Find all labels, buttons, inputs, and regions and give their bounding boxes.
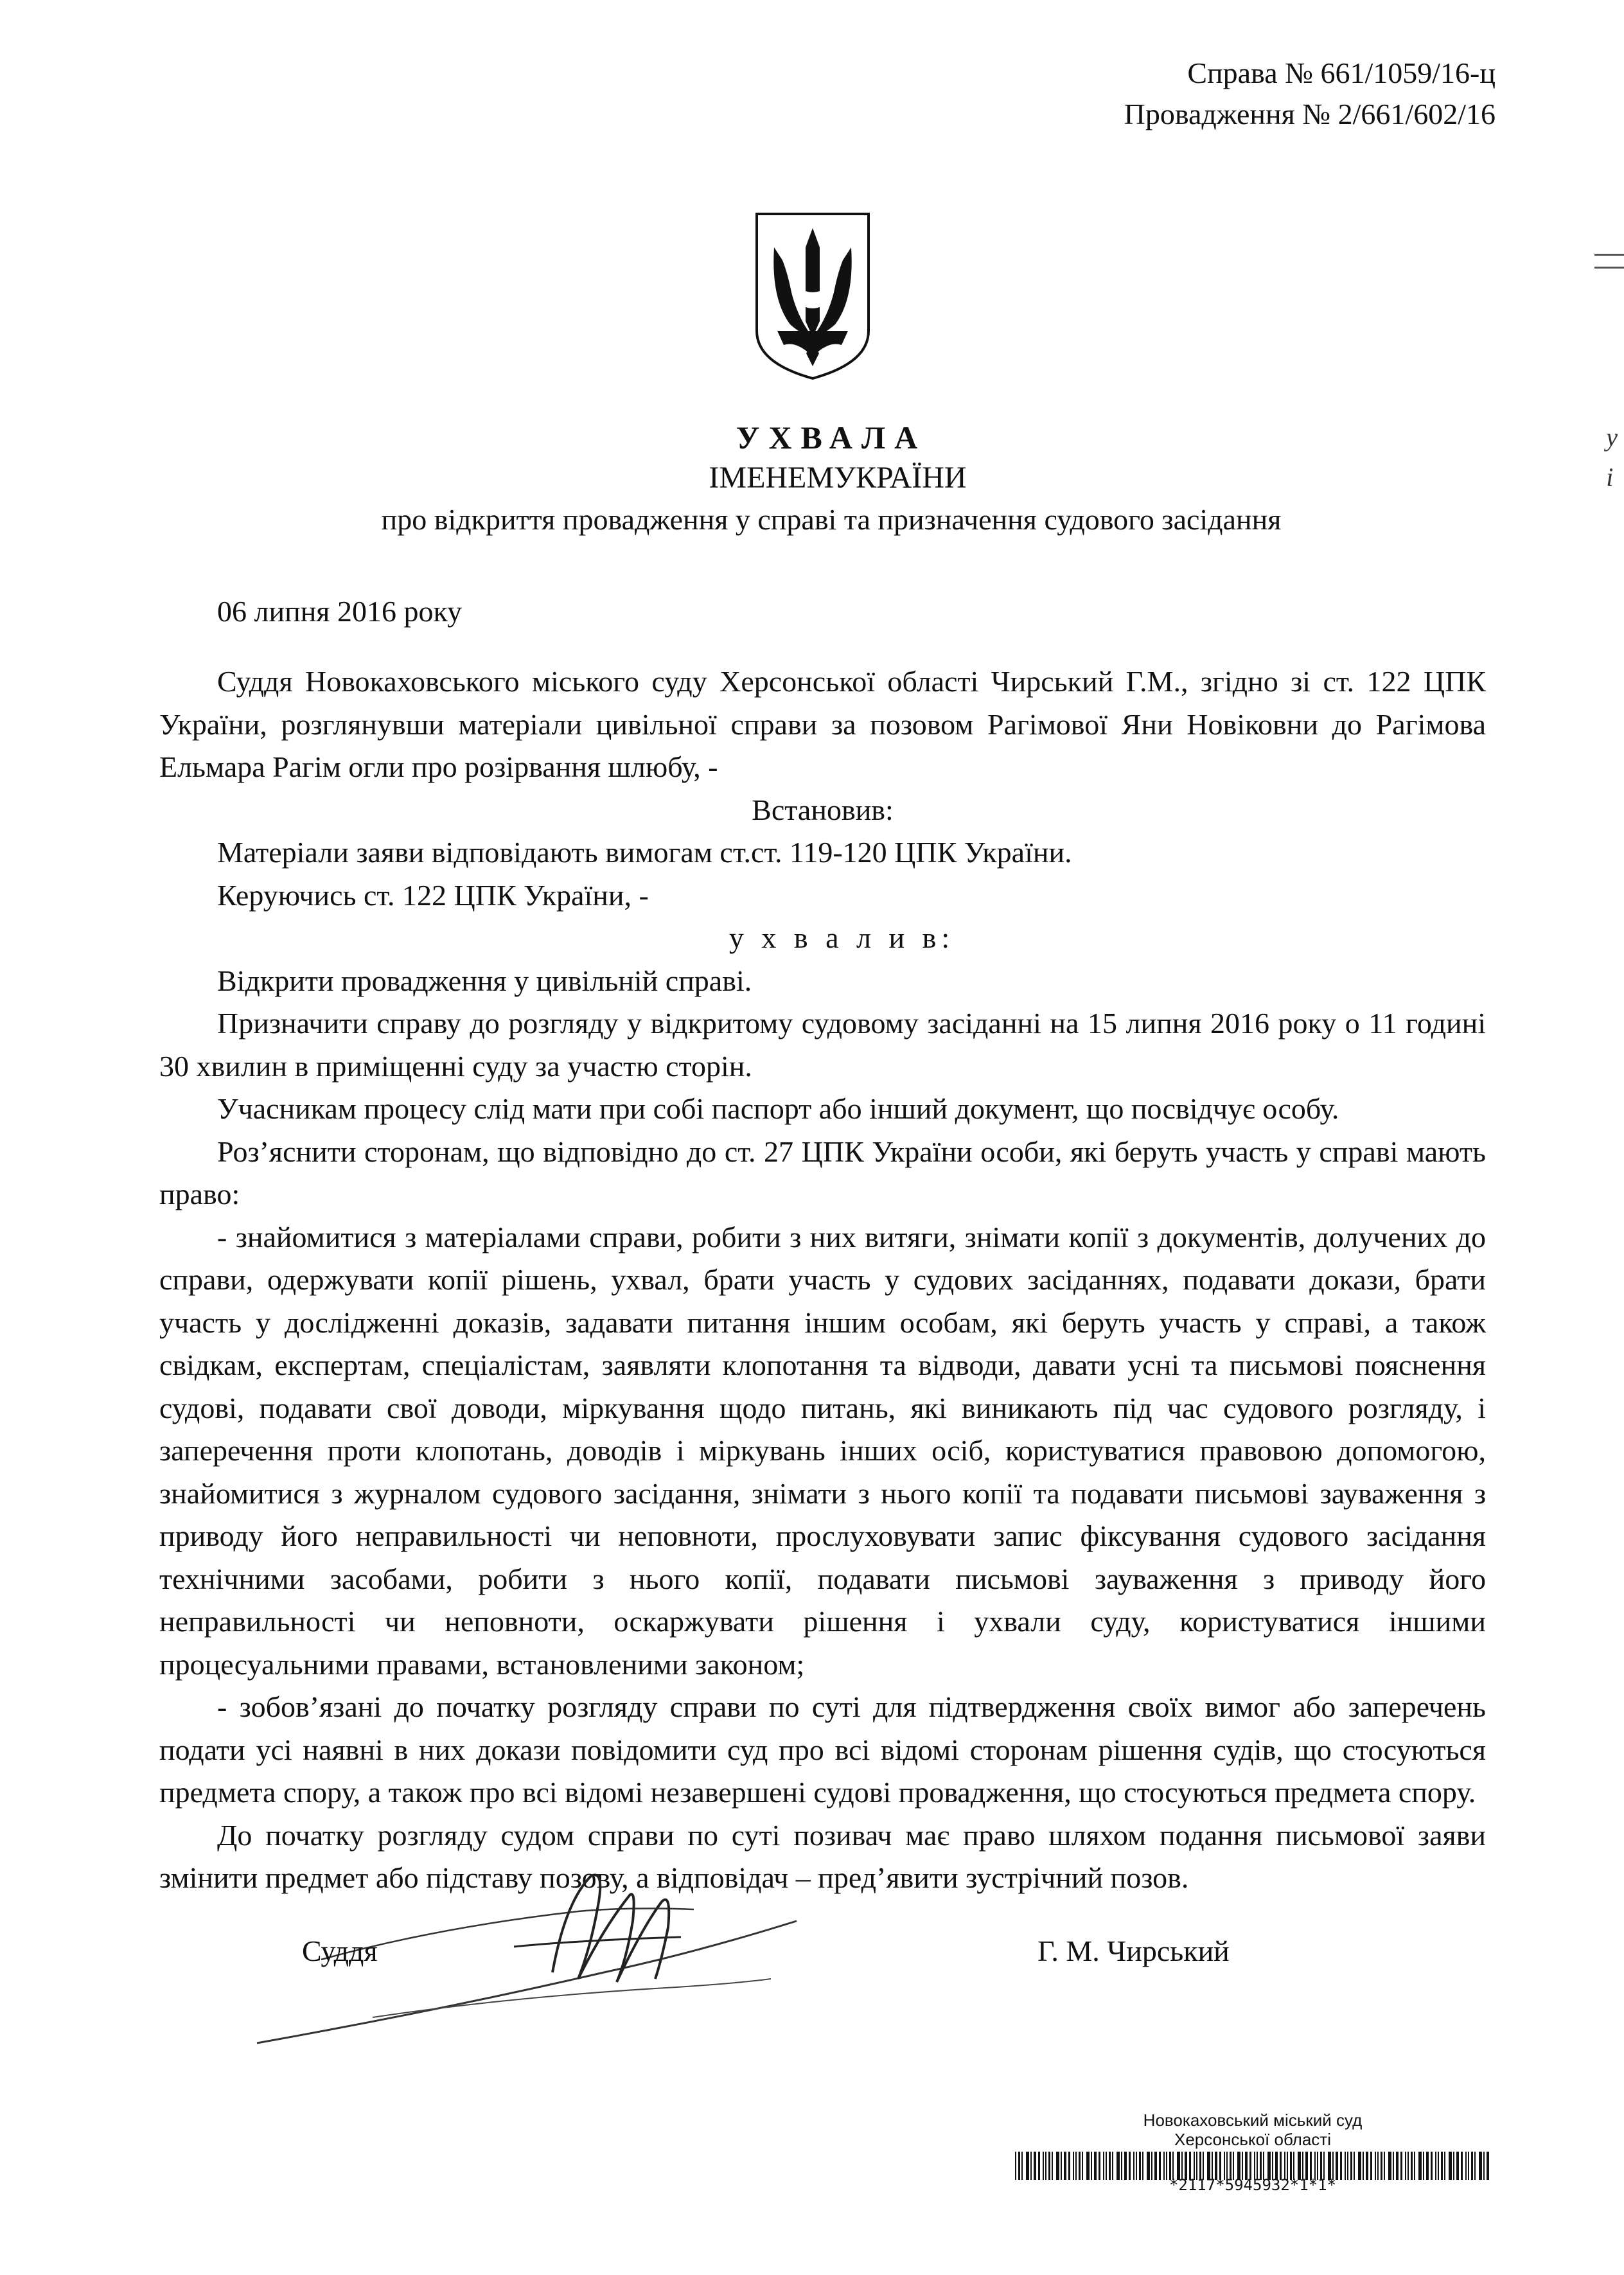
barcode-bar <box>1340 2152 1342 2180</box>
barcode-bar <box>1354 2152 1355 2180</box>
barcode-bar <box>1347 2152 1348 2180</box>
barcode-bar <box>1471 2152 1473 2180</box>
barcode-bar <box>1121 2152 1122 2180</box>
document-title: УХВАЛА <box>736 420 927 456</box>
barcode-bar <box>1082 2152 1083 2180</box>
barcode-bar <box>1465 2152 1467 2180</box>
barcode-bar <box>1418 2152 1422 2180</box>
court-stamp <box>1002 2111 1503 2193</box>
court-name: Новокаховський міський суд <box>1143 2111 1363 2130</box>
barcode-bar <box>1073 2152 1074 2180</box>
barcode-bar <box>1426 2152 1429 2180</box>
barcode-bar <box>1045 2152 1046 2180</box>
barcode-bar <box>1034 2152 1036 2180</box>
judge-name: Г. М. Чирський <box>1037 1934 1230 1967</box>
barcode-bar <box>1109 2152 1111 2180</box>
case-header <box>1124 53 1496 135</box>
title-block <box>0 418 1624 541</box>
barcode-bar <box>1166 2152 1167 2180</box>
barcode-bar <box>1431 2152 1433 2180</box>
barcode-bar <box>1400 2152 1402 2180</box>
barcode-bar <box>1423 2152 1424 2180</box>
barcode-bar <box>1052 2152 1053 2180</box>
barcode-bar <box>1363 2152 1364 2180</box>
barcode-bar <box>1021 2152 1023 2180</box>
barcode-bar <box>1408 2152 1409 2180</box>
barcode-bar <box>1064 2152 1066 2180</box>
judge-label: Суддя <box>302 1934 378 1967</box>
edge-mark: у <box>1606 423 1618 452</box>
barcode-bar <box>1381 2152 1382 2180</box>
barcode-bar <box>1163 2152 1165 2180</box>
barcode-bar <box>1435 2152 1436 2180</box>
barcode-bar <box>1043 2152 1044 2180</box>
barcode-bar <box>1106 2152 1107 2180</box>
obligations-list-text: - зобов’язані до початку розгляду справи по суті для підтвердження своїх вимог або заперечень подати усі наявні в них докази повідомити суд про всі відомі сторонам рішення судів, що стосуються предмета спору, а також про всі відомі незавершені судові провадження, що стосуються предмета спору. <box>159 1690 1486 1809</box>
barcode-bar <box>1159 2152 1161 2180</box>
established-heading: Встановив: <box>752 793 894 826</box>
barcode-bar <box>1393 2152 1394 2180</box>
barcode-bar <box>1444 2152 1445 2180</box>
barcode-bar <box>1075 2152 1077 2180</box>
barcode-bar <box>1068 2152 1070 2180</box>
barcode-bar <box>1103 2152 1104 2180</box>
barcode-bar <box>1345 2152 1346 2180</box>
barcode-bar <box>1124 2152 1127 2180</box>
document-subtitle: ІМЕНЕМУКРАЇНИ <box>709 461 967 495</box>
barcode-bar <box>1018 2152 1020 2180</box>
case-number: Справа № 661/1059/16-ц <box>1187 57 1496 89</box>
barcode-bar <box>1026 2152 1029 2180</box>
rights-list-text: - знайомитися з матеріалами справи, робити з них витяги, знімати копії з документів, долучених до справи, одержувати копії рішень, ухвал, брати участь у судових засіданнях, подавати докази, брати участь у дослідженні доказів, задавати питання іншим особам, які беруть участь у справі, а також свідкам, експертам, спеціалістам, заявляти клопотання та відводи, давати усні та письмові пояснення судові, подавати свої доводи, міркування щодо питань, які виникають під час судового розгляду, і заперечення проти клопотань, доводів і міркувань інших осіб, користуватися правовою допомогою, знайомитися з журналом судового засідання, знімати з нього копії та подавати письмові зауваження з приводу його неправильності чи неповноти, прослуховувати запис фіксування судового засідання технічними засобами, робити з нього копії, подавати письмові зауваження з приводу його неправильності чи неповноти, оскаржувати рішення і ухвали суду, користуватися іншими процесуальними правами, встановленими законом; <box>159 1220 1486 1681</box>
barcode-bar <box>1154 2152 1157 2180</box>
barcode-bar <box>1056 2152 1059 2180</box>
barcode-bar <box>1456 2152 1459 2180</box>
barcode-bar <box>1099 2152 1100 2180</box>
barcode-bar <box>1358 2152 1361 2180</box>
barcode-bar <box>1091 2152 1092 2180</box>
document-body <box>159 660 1486 1900</box>
barcode-bar <box>1487 2152 1489 2180</box>
barcode-bar <box>1377 2152 1379 2180</box>
barcode-bar <box>1474 2152 1476 2180</box>
barcode-bar <box>1449 2152 1452 2180</box>
edge-line <box>1594 254 1624 256</box>
barcode-bar <box>1453 2152 1454 2180</box>
schedule-text: Призначити справу до розгляду у відкритому судовому засіданні на 15 липня 2016 року о 11 годині 30 хвилин в приміщенні суду за участю сторін. <box>159 1007 1486 1083</box>
barcode-bar <box>1388 2152 1391 2180</box>
barcode-bar <box>1405 2152 1406 2180</box>
barcode-bar <box>1133 2152 1134 2180</box>
edge-marks <box>1606 418 1618 497</box>
barcode-bar <box>1370 2152 1372 2180</box>
barcode-bar <box>1061 2152 1062 2180</box>
barcode-bar <box>1468 2152 1469 2180</box>
guided-by-text: Керуючись ст. 122 ЦПК України, - <box>217 878 649 912</box>
barcode-bar <box>1142 2152 1143 2180</box>
barcode-bar <box>1048 2152 1050 2180</box>
barcode-bar <box>1350 2152 1352 2180</box>
edge-mark: і <box>1606 463 1614 491</box>
barcode-bar <box>1396 2152 1399 2180</box>
barcode-bar <box>1461 2152 1463 2180</box>
barcode-bar <box>1438 2152 1439 2180</box>
court-region: Херсонської області <box>1174 2130 1331 2149</box>
closing-text: До початку розгляду судом справи по суті позивач має право шляхом подання письмової заяви змінити предмет або підставу позову, а відповідач – пред’явити зустрічний позов. <box>159 1818 1486 1894</box>
barcode-bar <box>1411 2152 1413 2180</box>
barcode-bar <box>1086 2152 1090 2180</box>
barcode-bar <box>1139 2152 1141 2180</box>
established-text: Матеріали заяви відповідають вимогам ст.ст. 119-120 ЦПК України. <box>217 836 1072 869</box>
barcode-number: *2117*5945932*1*1* <box>1169 2176 1337 2194</box>
barcode-bar <box>1441 2152 1443 2180</box>
edge-line <box>1594 267 1624 269</box>
proceeding-number: Провадження № 2/661/602/16 <box>1124 98 1496 130</box>
barcode-bar <box>1015 2152 1016 2180</box>
barcode-bar <box>1116 2152 1120 2180</box>
barcode-bar <box>1483 2152 1485 2180</box>
barcode-bar <box>1112 2152 1113 2180</box>
barcode-bar <box>1151 2152 1152 2180</box>
intro-paragraph: Суддя Новокаховського міського суду Херсонської області Чирський Г.М., згідно зі ст. 122 ЦПК України, розглянувши матеріали цивільної справи за позовом Рагімової Яни Новіковни до Рагімова Ельмара Рагім огли про розірвання шлюбу, - <box>159 665 1486 783</box>
trident-coat-of-arms-icon <box>752 209 874 382</box>
barcode-bar <box>1079 2152 1081 2180</box>
barcode-bar <box>1094 2152 1097 2180</box>
barcode-bar <box>1479 2152 1482 2180</box>
document-subject: про відкриття провадження у справі та призначення судового засідання <box>381 503 1282 536</box>
open-proceeding-text: Відкрити провадження у цивільній справі. <box>217 964 752 997</box>
ruled-heading: у х в а л и в: <box>728 921 955 954</box>
barcode-bar <box>1129 2152 1131 2180</box>
barcode-bar <box>1366 2152 1368 2180</box>
barcode-bar <box>1375 2152 1376 2180</box>
document-date: 06 липня 2016 року <box>217 595 463 628</box>
barcode-bar <box>1384 2152 1385 2180</box>
barcode-bar <box>1030 2152 1032 2180</box>
barcode-bar <box>1147 2152 1150 2180</box>
documents-text: Учасникам процесу слід мати при собі паспорт або інший документ, що посвідчує особу. <box>217 1092 1339 1125</box>
barcode-bar <box>1414 2152 1415 2180</box>
barcode-bar <box>1136 2152 1137 2180</box>
barcode-bar <box>1038 2152 1040 2180</box>
rights-intro-text: Роз’яснити сторонам, що відповідно до ст. 27 ЦПК України особи, які беруть участь у справі мають право: <box>159 1135 1486 1210</box>
